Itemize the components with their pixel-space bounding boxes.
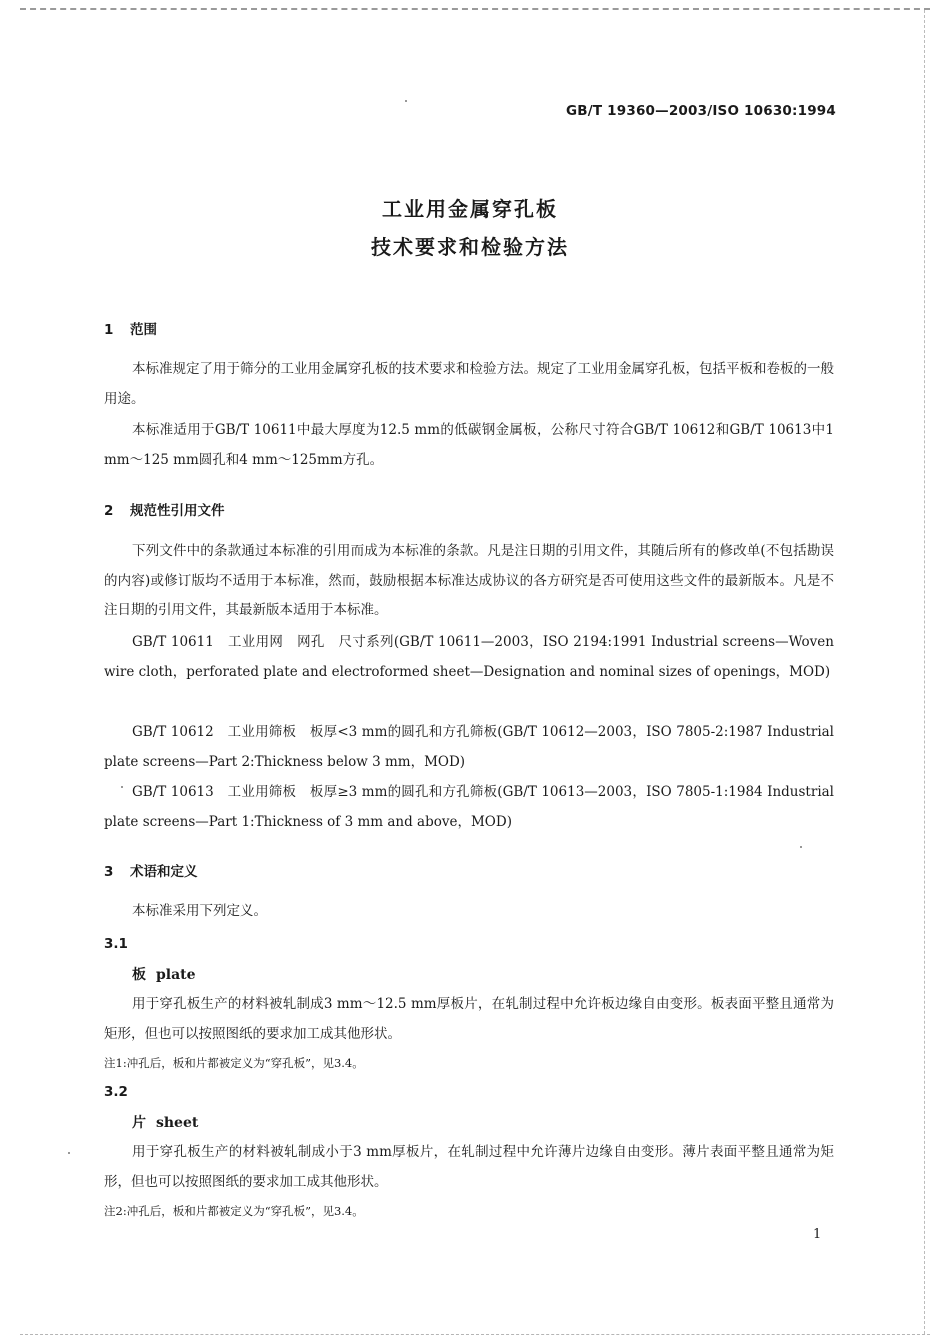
section-2-number: 2 (104, 503, 114, 519)
clause-3-2-definition: 用于穿孔板生产的材料被轧制成小于3 mm厚板片，在轧制过程中允许薄片边缘自由变形。薄片表面平整且通常为矩形，但也可以按照图纸的要求加工成其他形状。 (104, 1144, 834, 1190)
section-3-number: 3 (104, 864, 114, 880)
reference-gbt-10613: GB/T 10613 工业用筛板 板厚≥3 mm的圆孔和方孔筛板(GB/T 10613—2003，ISO 7805-1:1984 Industrial plate screens—Part 1:Thickness of 3 mm and above，MOD) (104, 784, 834, 830)
section-3-title: 术语和定义 (130, 864, 198, 880)
term-sheet-cn: 片 (132, 1115, 146, 1131)
term-sheet-en: sheet (156, 1115, 199, 1131)
scan-speck (800, 846, 802, 848)
scan-speck (121, 786, 123, 788)
clause-3-1-definition: 用于穿孔板生产的材料被轧制成3 mm～12.5 mm厚板片，在轧制过程中允许板边缘自由变形。板表面平整且通常为矩形，但也可以按照图纸的要求加工成其他形状。 (104, 996, 834, 1042)
section-1-title: 范围 (130, 322, 157, 338)
scan-border-top (20, 8, 930, 10)
standard-number-header: GB/T 19360—2003/ISO 10630:1994 (565, 103, 836, 119)
section-1-paragraph-1: 本标准规定了用于筛分的工业用金属穿孔板的技术要求和检验方法。规定了工业用金属穿孔板，包括平板和卷板的一般用途。 (104, 361, 834, 407)
note-1: 注1:冲孔后，板和片都被定义为“穿孔板”，见3.4。 (104, 1056, 364, 1070)
section-1-number: 1 (104, 322, 114, 338)
section-2-heading (104, 499, 225, 519)
clause-3-1-number: 3.1 (104, 936, 128, 952)
scan-speck (68, 1152, 70, 1154)
document-title-line1: 工业用金属穿孔板 (382, 197, 558, 221)
clause-3-1-term (132, 964, 206, 984)
clause-3-2-term (132, 1112, 208, 1132)
term-plate-en: plate (156, 967, 196, 983)
section-3-heading (104, 860, 198, 880)
reference-gbt-10612: GB/T 10612 工业用筛板 板厚<3 mm的圆孔和方孔筛板(GB/T 10612—2003，ISO 7805-2:1987 Industrial plate screens—Part 2:Thickness below 3 mm，MOD) (104, 724, 834, 770)
term-plate-cn: 板 (132, 967, 146, 983)
section-3-intro: 本标准采用下列定义。 (132, 903, 267, 919)
section-2-paragraph-1: 下列文件中的条款通过本标准的引用而成为本标准的条款。凡是注日期的引用文件，其随后所有的修改单(不包括勘误的内容)或修订版均不适用于本标准，然而，鼓励根据本标准达成协议的各方研究是否可使用这些文件的最新版本。凡是不注日期的引用文件，其最新版本适用于本标准。 (104, 543, 834, 618)
reference-gbt-10611: GB/T 10611 工业用网 网孔 尺寸系列(GB/T 10611—2003，ISO 2194:1991 Industrial screens—Woven wire cloth，perforated plate and electroformed sheet—Designation and nominal sizes of openings，MOD) (104, 634, 834, 680)
scan-border-bottom (20, 1334, 930, 1335)
document-title-line2: 技术要求和检验方法 (371, 235, 569, 259)
note-2: 注2:冲孔后，板和片都被定义为“穿孔板”，见3.4。 (104, 1204, 364, 1218)
clause-3-2-number: 3.2 (104, 1084, 128, 1100)
section-2-title: 规范性引用文件 (130, 503, 225, 519)
page-number: 1 (813, 1227, 822, 1242)
section-1-heading (104, 318, 157, 338)
scan-speck (405, 100, 407, 102)
section-1-paragraph-2: 本标准适用于GB/T 10611中最大厚度为12.5 mm的低碳钢金属板，公称尺寸符合GB/T 10612和GB/T 10613中1 mm～125 mm圆孔和4 mm～125mm方孔。 (104, 422, 834, 468)
